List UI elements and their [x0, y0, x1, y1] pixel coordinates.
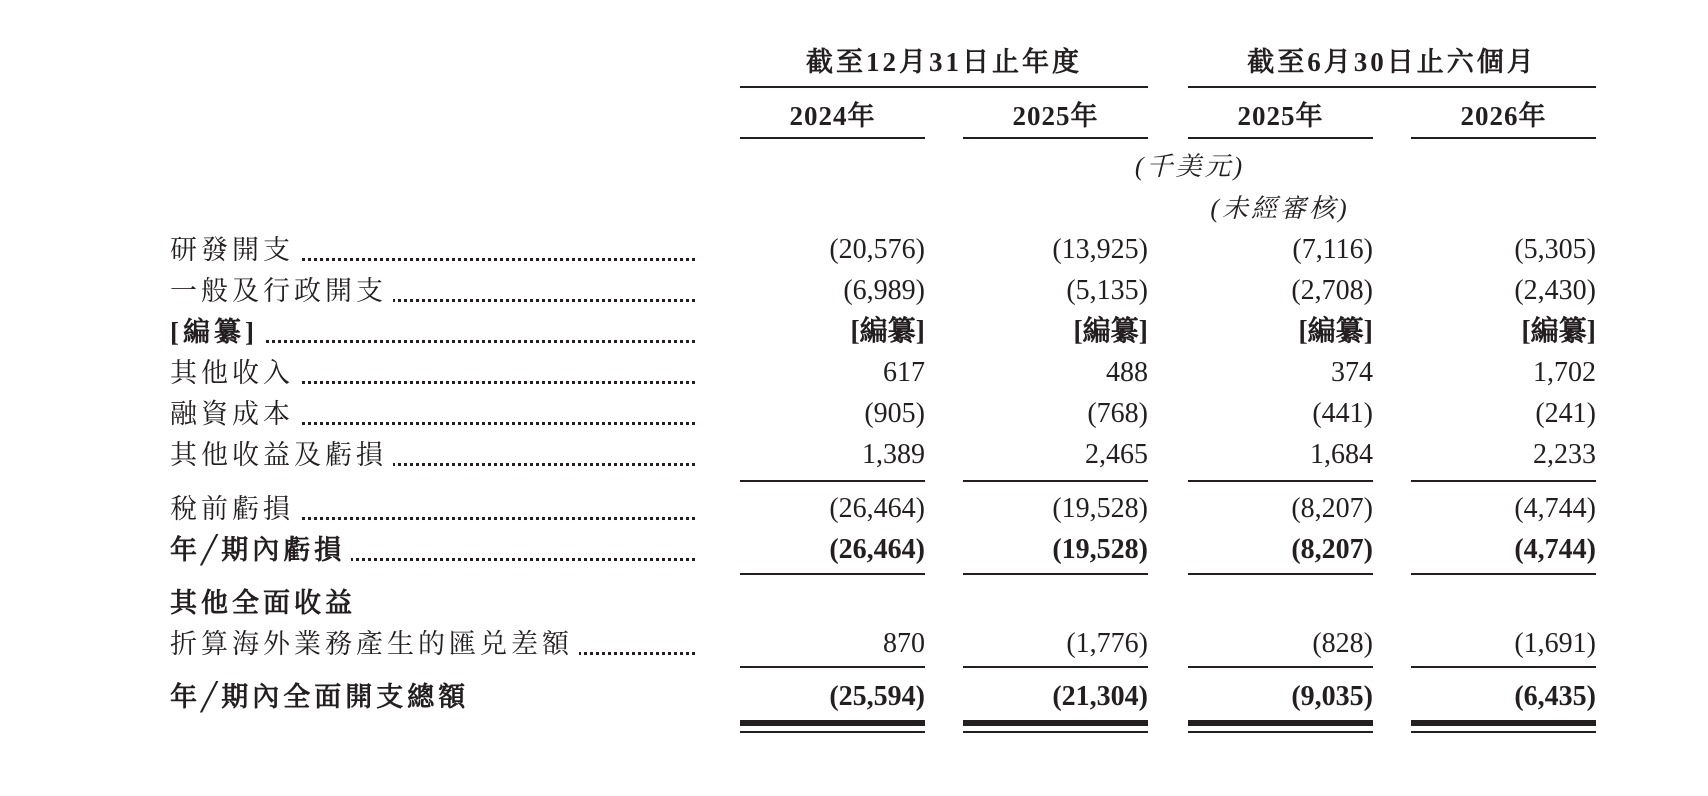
row-value-col3: (2,708) — [1291, 275, 1373, 306]
row-label-text: 年╱期內全面開支總額 — [170, 682, 475, 712]
row-value-col2: (19,528) — [1052, 534, 1148, 565]
row-value-col2: 2,465 — [1085, 439, 1148, 470]
row-value-col1: (25,594) — [829, 681, 925, 712]
total-double-rule-col3 — [1188, 720, 1373, 726]
total-double-rule-col2 — [963, 720, 1148, 726]
row-value-col2: (19,528) — [1052, 493, 1148, 524]
loss-rule-col3 — [1188, 573, 1373, 575]
total-double-rule2-col1 — [740, 731, 925, 733]
row-label-text: 折算海外業務產生的匯兑差額 — [170, 629, 579, 659]
row-value-col4: (5,305) — [1514, 234, 1596, 265]
row-value-col3: (8,207) — [1291, 534, 1373, 565]
row-value-col1: 1,389 — [862, 439, 925, 470]
oci-rule-col4 — [1411, 666, 1596, 668]
loss-rule-col4 — [1411, 573, 1596, 575]
year-underline-col4 — [1411, 137, 1596, 139]
row-value-col4: (4,744) — [1514, 534, 1596, 565]
year-header-col2: 2025年 — [1012, 101, 1099, 131]
unit-label: (千美元) — [1134, 152, 1246, 181]
oci-rule-col2 — [963, 666, 1148, 668]
row-label — [170, 489, 695, 529]
row-value-col2: [編纂] — [1073, 316, 1148, 347]
row-value-col3: 374 — [1331, 357, 1373, 388]
row-value-col3: 1,684 — [1310, 439, 1373, 470]
unaudited-label: (未經審核) — [1210, 194, 1350, 223]
row-value-col3: (441) — [1312, 398, 1373, 429]
row-value-col2: (13,925) — [1052, 234, 1148, 265]
subtotal-rule-col4 — [1411, 480, 1596, 482]
row-value-col4: 2,233 — [1533, 439, 1596, 470]
subtotal-rule-col2 — [963, 480, 1148, 482]
row-label — [170, 677, 695, 717]
row-label-text: [編纂] — [170, 317, 264, 347]
row-value-col4: (2,430) — [1514, 275, 1596, 306]
row-label-text: 稅前虧損 — [170, 494, 300, 524]
year-header-col3: 2025年 — [1237, 101, 1324, 131]
group1-underline — [740, 86, 1148, 88]
row-value-col4: (4,744) — [1514, 493, 1596, 524]
row-value-col3 — [1188, 583, 1373, 623]
row-value-col2: 488 — [1106, 357, 1148, 388]
row-label — [170, 530, 695, 570]
year-header-col4: 2026年 — [1460, 101, 1547, 131]
row-value-col1: (26,464) — [829, 493, 925, 524]
loss-rule-col2 — [963, 573, 1148, 575]
row-value-col2 — [963, 583, 1148, 623]
row-value-col2: (1,776) — [1066, 628, 1148, 659]
row-value-col4: (6,435) — [1514, 681, 1596, 712]
row-value-col2: (768) — [1087, 398, 1148, 429]
column-group-year-ended-dec31: 截至12月31日止年度 — [806, 47, 1082, 77]
row-value-col4: 1,702 — [1533, 357, 1596, 388]
year-header-col1: 2024年 — [789, 101, 876, 131]
row-value-col1: (6,989) — [843, 275, 925, 306]
row-value-col3: (828) — [1312, 628, 1373, 659]
row-label — [170, 312, 695, 352]
row-label — [170, 271, 695, 311]
row-label — [170, 583, 695, 623]
total-double-rule2-col2 — [963, 731, 1148, 733]
row-label — [170, 624, 695, 664]
row-value-col1: (26,464) — [829, 534, 925, 565]
row-value-col2: (21,304) — [1052, 681, 1148, 712]
group2-underline — [1188, 86, 1596, 88]
row-label-text: 一般及行政開支 — [170, 276, 393, 306]
total-double-rule-col4 — [1411, 720, 1596, 726]
row-value-col3: (9,035) — [1291, 681, 1373, 712]
row-value-col4: (1,691) — [1514, 628, 1596, 659]
total-double-rule2-col4 — [1411, 731, 1596, 733]
oci-rule-col3 — [1188, 666, 1373, 668]
row-value-col3: (7,116) — [1292, 234, 1373, 265]
total-double-rule-col1 — [740, 720, 925, 726]
row-label-text: 其他收入 — [170, 358, 300, 388]
row-value-col1: 870 — [883, 628, 925, 659]
row-label — [170, 435, 695, 475]
row-label — [170, 230, 695, 270]
year-underline-col1 — [740, 137, 925, 139]
row-value-col4 — [1411, 583, 1596, 623]
row-value-col4: [編纂] — [1521, 316, 1596, 347]
row-value-col1: (20,576) — [829, 234, 925, 265]
row-label-text: 研發開支 — [170, 235, 300, 265]
column-group-six-months-jun30: 截至6月30日止六個月 — [1247, 47, 1537, 77]
row-value-col1: [編纂] — [850, 316, 925, 347]
year-underline-col3 — [1188, 137, 1373, 139]
row-value-col1: (905) — [864, 398, 925, 429]
row-label — [170, 353, 695, 393]
subtotal-rule-col3 — [1188, 480, 1373, 482]
row-label-text: 其他收益及虧損 — [170, 440, 393, 470]
loss-rule-col1 — [740, 573, 925, 575]
row-value-col3: (8,207) — [1291, 493, 1373, 524]
row-label — [170, 394, 695, 434]
total-double-rule2-col3 — [1188, 731, 1373, 733]
row-label-text: 融資成本 — [170, 399, 300, 429]
year-underline-col2 — [963, 137, 1148, 139]
oci-rule-col1 — [740, 666, 925, 668]
row-value-col1 — [740, 583, 925, 623]
row-value-col4: (241) — [1535, 398, 1596, 429]
subtotal-rule-col1 — [740, 480, 925, 482]
row-value-col2: (5,135) — [1066, 275, 1148, 306]
row-label-text: 其他全面收益 — [170, 588, 362, 618]
row-value-col3: [編纂] — [1298, 316, 1373, 347]
row-value-col1: 617 — [883, 357, 925, 388]
row-label-text: 年╱期內虧損 — [170, 535, 351, 565]
